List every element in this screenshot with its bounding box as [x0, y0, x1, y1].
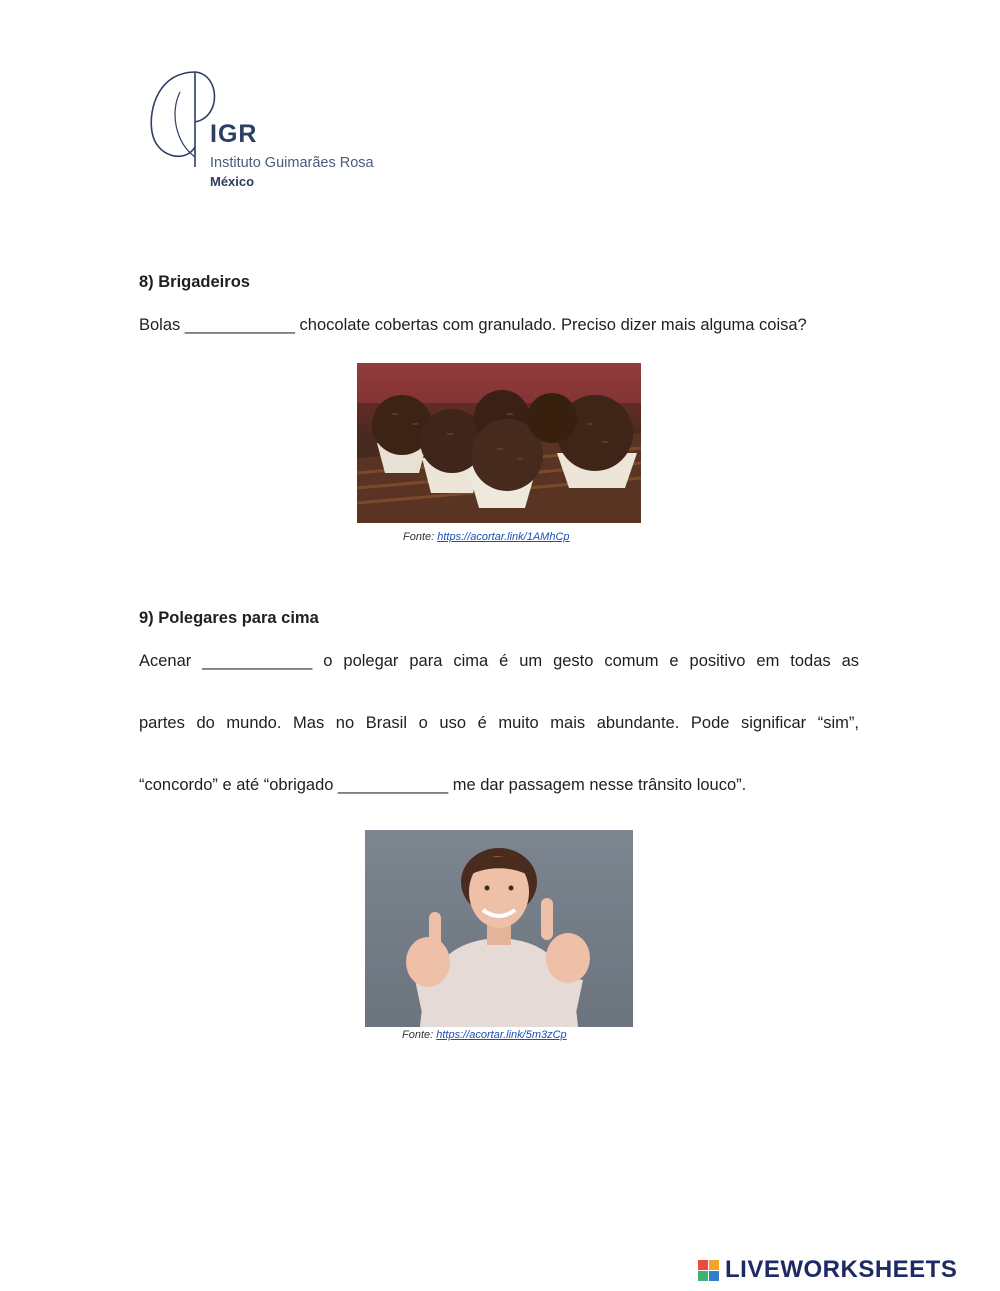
section-8-heading: 8) Brigadeiros: [139, 273, 250, 291]
liveworksheets-logo: [698, 1256, 994, 1284]
brigadeiros-photo: [357, 363, 641, 523]
logo-abbreviation: IGR: [210, 120, 258, 148]
logo-country: México: [210, 174, 255, 189]
caption-label: Fonte:: [402, 1029, 434, 1041]
section-9-line-3: “concordo” e até “obrigado ____________ me dar passagem nesse trânsito louco”.: [139, 776, 747, 794]
section-9-line-1: Acenar ____________ o polegar para cima é um gesto comum e positivo em todas as: [139, 652, 859, 670]
caption-link[interactable]: https://acortar.link/5m3zCp: [436, 1029, 567, 1041]
section-8-text: Bolas ____________ chocolate cobertas com granulado. Preciso dizer mais alguma coisa?: [139, 316, 807, 334]
caption-label: Fonte:: [403, 531, 435, 543]
igr-logo-mark-icon: [140, 62, 220, 172]
liveworksheets-wordmark: LIVEWORKSHEETS: [725, 1256, 958, 1283]
section-9-line-2: partes do mundo. Mas no Brasil o uso é muito mais abundante. Pode significar “sim”,: [139, 714, 859, 732]
section-9-caption: [402, 1029, 567, 1041]
liveworksheets-blocks-icon: [698, 1260, 720, 1282]
section-9-heading: 9) Polegares para cima: [139, 609, 319, 627]
thumbs-up-photo: [365, 830, 633, 1027]
caption-link[interactable]: https://acortar.link/1AMhCp: [437, 531, 570, 543]
thumbs-up-illustration: [365, 830, 633, 1027]
section-8-caption: [403, 531, 570, 543]
logo-institute-name: Instituto Guimarães Rosa: [210, 155, 374, 171]
brigadeiros-illustration: [357, 363, 641, 523]
igr-logo: [140, 62, 400, 197]
